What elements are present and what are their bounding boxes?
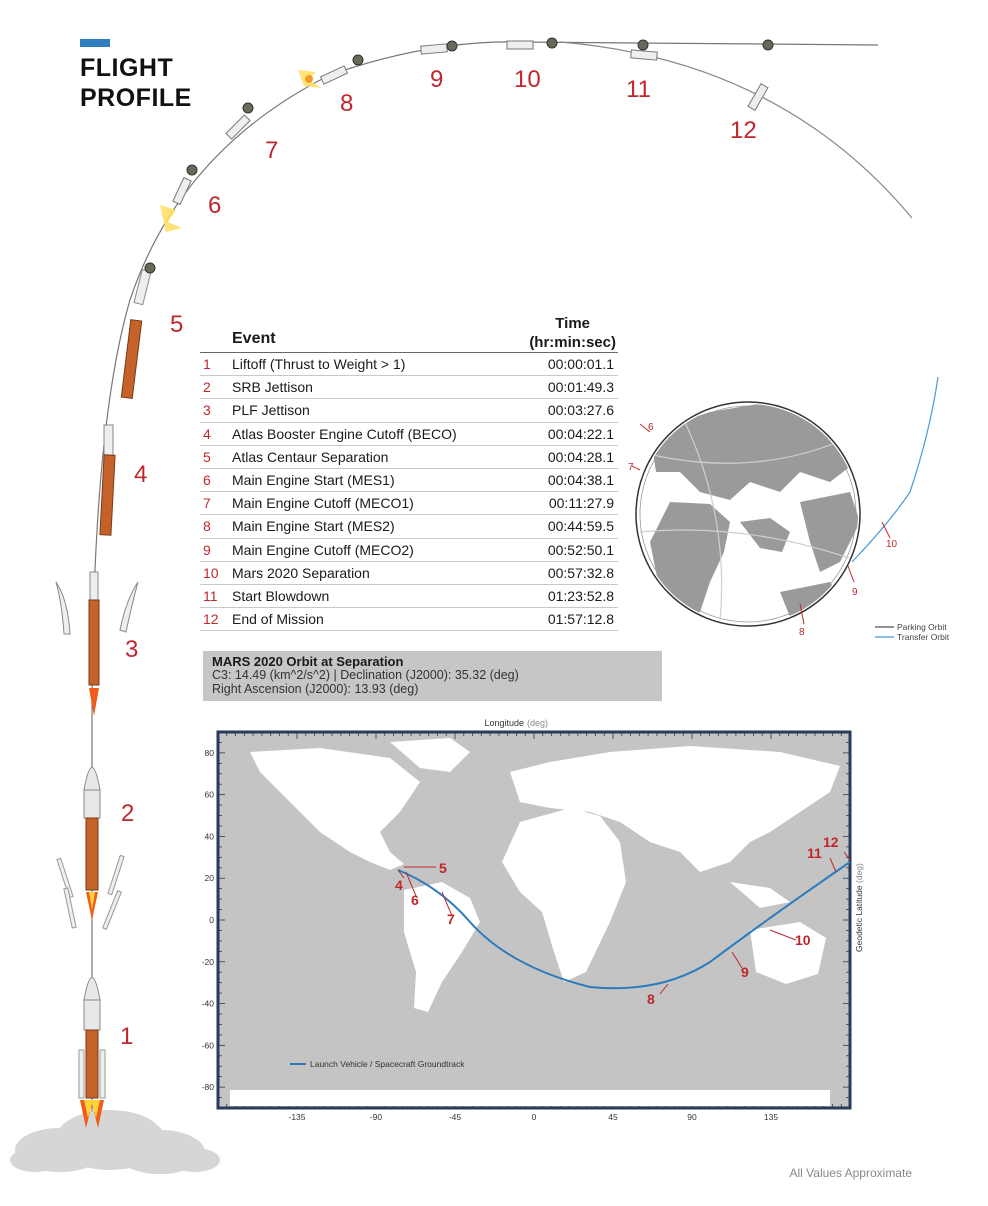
- gt-label-9: 9: [741, 964, 749, 980]
- lon-tick-label: -135: [288, 1112, 306, 1122]
- event-name: Start Blowdown: [232, 587, 330, 604]
- event-number: 8: [203, 518, 211, 535]
- title-line-1: FLIGHT: [80, 54, 174, 82]
- orbit-info-line-2: Right Ascension (J2000): 13.93 (deg): [212, 682, 419, 696]
- globe-label-6: 6: [648, 422, 654, 433]
- stage-label-1: 1: [120, 1023, 134, 1050]
- globe-label-8: 8: [799, 627, 805, 638]
- event-row: [200, 399, 618, 422]
- lon-tick-label: 135: [763, 1112, 779, 1122]
- event-number: 1: [203, 356, 211, 372]
- orbit-info-heading: MARS 2020 Orbit at Separation: [212, 654, 404, 669]
- lat-tick-label: -40: [201, 998, 214, 1009]
- stage-label-4: 4: [134, 461, 148, 488]
- event-row: [200, 353, 618, 376]
- stage-label-12: 12: [730, 117, 757, 144]
- engine-burn-flares: [160, 70, 322, 232]
- map-top-label: Longitude: [484, 718, 524, 728]
- stage-label-6: 6: [208, 192, 222, 219]
- lat-tick-label: -80: [201, 1082, 214, 1093]
- lat-tick-label: 60: [204, 789, 214, 800]
- event-number: 11: [203, 587, 218, 604]
- orbit-info-box: [203, 651, 662, 701]
- lon-tick-label: 90: [687, 1112, 697, 1122]
- event-row: [200, 539, 618, 562]
- event-name: Atlas Booster Engine Cutoff (BECO): [232, 425, 457, 442]
- event-name: Atlas Centaur Separation: [232, 448, 389, 465]
- event-number: 2: [203, 379, 211, 396]
- event-name: Main Engine Start (MES1): [232, 471, 395, 488]
- gt-label-7: 7: [447, 911, 455, 927]
- event-name: SRB Jettison: [232, 379, 313, 396]
- event-time: 00:57:32.8: [547, 564, 614, 581]
- lon-tick-label: -90: [369, 1112, 383, 1122]
- stage-label-7: 7: [265, 137, 279, 164]
- time-header-line-1: Time: [555, 315, 591, 332]
- antarctica: [230, 1090, 830, 1106]
- lat-tick-label: 0: [209, 915, 214, 925]
- stage-label-5: 5: [170, 311, 184, 338]
- event-column-header: Event: [232, 330, 276, 347]
- parking-orbit-legend-label: Parking Orbit: [897, 622, 947, 632]
- event-row: [200, 562, 618, 585]
- gt-label-12: 12: [823, 834, 839, 850]
- map-right-label: Geodetic Latitude (deg): [854, 863, 864, 952]
- event-row: [200, 469, 618, 492]
- title-line-2: PROFILE: [80, 84, 192, 112]
- lon-tick-label: 45: [608, 1112, 618, 1122]
- launch-smoke-cloud: [10, 1110, 220, 1174]
- event-time: 01:57:12.8: [547, 611, 614, 628]
- footer-note: All Values Approximate: [789, 1166, 912, 1180]
- globe-label-7: 7: [628, 462, 634, 473]
- event-number: 12: [203, 611, 219, 628]
- event-name: Main Engine Cutoff (MECO2): [232, 541, 414, 558]
- event-time: 00:44:59.5: [547, 518, 614, 535]
- lon-tick-label: -45: [448, 1112, 462, 1122]
- lat-tick-label: -60: [201, 1040, 214, 1051]
- orbit-globe-figure: [620, 372, 988, 652]
- lat-tick-label: 20: [204, 873, 214, 884]
- event-time: 00:04:22.1: [547, 425, 614, 442]
- lon-tick-label: 0: [531, 1112, 537, 1122]
- lat-tick-label: 40: [204, 831, 214, 842]
- lat-tick-label: -20: [201, 956, 214, 967]
- lat-tick-label: 80: [204, 747, 214, 758]
- event-table: [200, 312, 618, 631]
- gt-label-6: 6: [411, 892, 419, 908]
- event-number: 3: [203, 402, 211, 419]
- stage-label-8: 8: [340, 90, 354, 117]
- event-time: 00:04:38.1: [547, 471, 614, 488]
- event-number: 4: [203, 425, 211, 442]
- gt-label-5: 5: [439, 860, 447, 876]
- event-number: 9: [203, 541, 211, 558]
- event-time: 00:01:49.3: [547, 379, 614, 396]
- stage-label-2: 2: [121, 800, 135, 827]
- event-time: 00:52:50.1: [547, 541, 614, 558]
- time-column-header: [529, 314, 616, 352]
- event-number: 5: [203, 448, 211, 465]
- event-row: [200, 515, 618, 538]
- gt-label-10: 10: [795, 932, 811, 948]
- spacecraft-icons: [145, 38, 773, 273]
- event-time: 00:00:01.1: [547, 356, 614, 372]
- event-number: 6: [203, 471, 211, 488]
- globe-label-9: 9: [852, 587, 858, 598]
- transfer-orbit-line: [852, 377, 938, 562]
- gt-label-4: 4: [395, 877, 403, 893]
- gt-label-8: 8: [647, 991, 655, 1007]
- event-time: 00:11:27.9: [548, 495, 614, 512]
- event-name: End of Mission: [232, 611, 324, 628]
- event-name: PLF Jettison: [232, 402, 310, 419]
- transfer-orbit-legend-label: Transfer Orbit: [897, 632, 950, 642]
- event-time: 01:23:52.8: [547, 587, 614, 604]
- rocket-stage-4: [100, 425, 115, 535]
- event-time: 00:04:28.1: [547, 448, 614, 465]
- event-row: [200, 423, 618, 446]
- event-number: 10: [203, 564, 219, 581]
- event-name: Mars 2020 Separation: [232, 564, 370, 581]
- event-name: Main Engine Start (MES2): [232, 518, 395, 535]
- event-row: [200, 585, 618, 608]
- globe-label-10: 10: [886, 539, 898, 550]
- stage-label-9: 9: [430, 66, 444, 93]
- event-time: 00:03:27.6: [547, 402, 614, 419]
- event-name: Liftoff (Thrust to Weight > 1): [232, 356, 406, 372]
- event-table-body: [200, 353, 618, 631]
- event-row: [200, 608, 618, 631]
- event-table-header: [200, 312, 618, 353]
- event-name: Main Engine Cutoff (MECO1): [232, 495, 414, 512]
- rocket-stage-5: [121, 270, 151, 399]
- stage-label-10: 10: [514, 66, 541, 93]
- groundtrack-map: [190, 712, 880, 1124]
- stage-label-11: 11: [626, 76, 651, 103]
- orbit-info-line-1: C3: 14.49 (km^2/s^2) | Declination (J2000): 35.32 (deg): [212, 668, 519, 682]
- groundtrack-legend-label: Launch Vehicle / Spacecraft Groundtrack: [310, 1059, 465, 1069]
- event-row: [200, 492, 618, 515]
- event-row: [200, 376, 618, 399]
- rocket-stage-2: [57, 768, 124, 930]
- time-header-line-2: (hr:min:sec): [529, 334, 616, 351]
- upper-stage-icons: [173, 41, 768, 204]
- map-top-unit: (deg): [527, 718, 549, 728]
- event-row: [200, 446, 618, 469]
- event-number: 7: [203, 495, 211, 512]
- stage-label-3: 3: [125, 636, 139, 663]
- gt-label-11: 11: [807, 845, 822, 861]
